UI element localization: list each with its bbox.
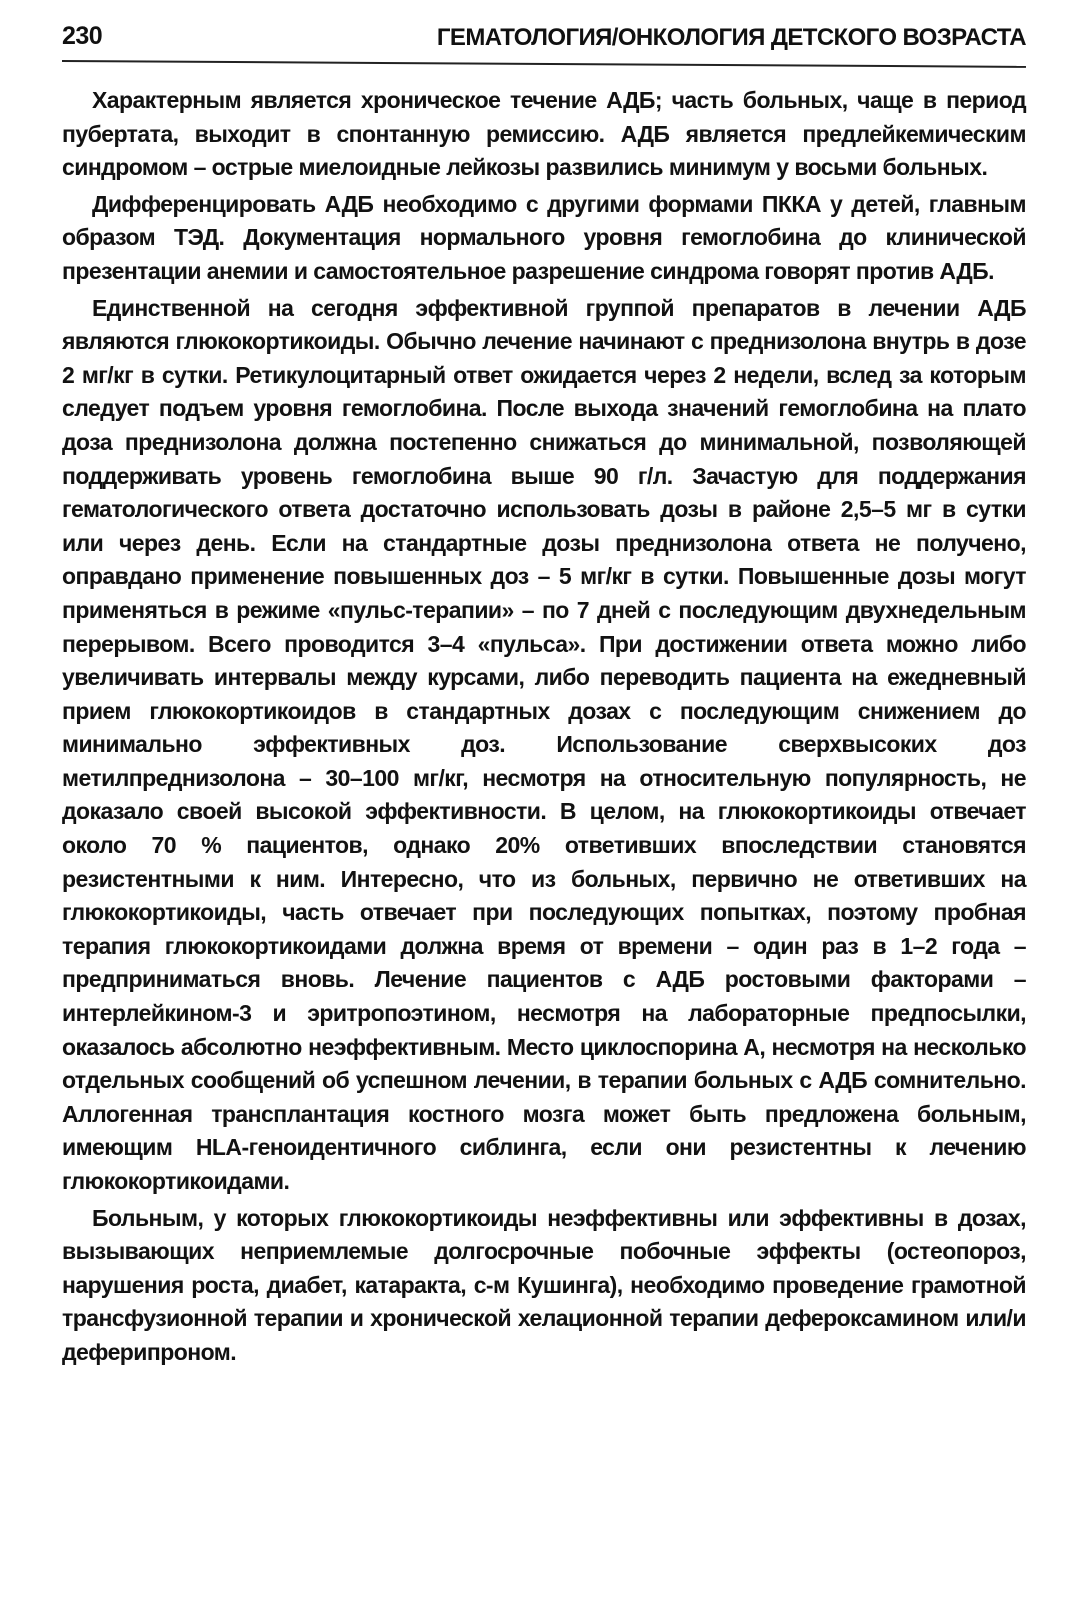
paragraph-differential: Дифференцировать АДБ необходимо с другими формами ПККА у детей, главным образом ТЭД. Документация нормального уровня гемоглобина до клинической презентации анемии и самостоятельное разрешение синдрома говорят против АДБ. — [62, 190, 1026, 284]
header-rule — [62, 60, 1026, 68]
running-header — [62, 18, 1026, 58]
paragraph-course: Характерным является хроническое течение АДБ; часть больных, чаще в период пубертата, выходит в спонтанную ремиссию. АДБ является предлейкемическим синдромом – острые миелоидные лейкозы развились минимум у восьми больных. — [62, 87, 1026, 181]
paragraph-treatment: Единственной на сегодня эффективной группой препаратов в лечении АДБ являются глюкокортикоиды. Обычно лечение начинают с преднизолона внутрь в дозе 2 мг/кг в сутки. Ретикулоцитарный ответ ожидается через 2 недели, вслед за которым следует подъем уровня гемоглобина. После выхода значений гемоглобина на плато доза преднизолона должна постепенно снижаться до минимальной, позволяющей поддерживать уровень гемоглобина выше 90 г/л. Зачастую для поддержания гематологического ответа достаточно использовать дозы в районе 2,5–5 мг в сутки или через день. Если на стандартные дозы преднизолона ответа не получено, оправдано применение повышенных доз – 5 мг/кг в сутки. Повышенные дозы могут применяться в режиме «пульс-терапии» – по 7 дней с последующим двухнедельным перерывом. Всего проводится 3–4 «пульса». При достижении ответа можно либо увеличивать интервалы между курсами, либо переводить пациента на ежедневный прием глюкокортикоидов в стандартных дозах с последующим снижением до минимально эффективных доз. Использование сверхвысоких доз метилпреднизолона – 30–100 мг/кг, несмотря на относительную популярность, не доказало своей высокой эффективности. В целом, на глюкокортикоиды отвечает около 70 % пациентов, однако 20% ответивших впоследствии становятся резистентными к ним. Интересно, что из больных, первично не ответивших на глюкокортикоиды, часть отвечает при последующих попытках, поэтому пробная терапия глюкокортикоидами должна время от времени – один раз в 1–2 года – предприниматься вновь. Лечение пациентов с АДБ ростовыми факторами – интерлейкином-3 и эритропоэтином, несмотря на лабораторные предпосылки, оказалось абсолютно неэффективным. Место циклоспорина А, несмотря на несколько отдельных сообщений об успешном лечении, в терапии больных с АДБ сомнительно. Аллогенная трансплантация костного мозга может быть предложена больным, имеющим HLA-геноидентичного сиблинга, если они резистентны к лечению глюкокортикоидами. — [62, 294, 1026, 1194]
body-text — [62, 84, 1026, 1373]
book-title: ГЕМАТОЛОГИЯ/ОНКОЛОГИЯ ДЕТСКОГО ВОЗРАСТА — [436, 24, 1026, 51]
page-number: 230 — [62, 22, 103, 50]
paragraph-transfusion: Больным, у которых глюкокортикоиды неэффективны или эффективны в дозах, вызывающих неприемлемые долгосрочные побочные эффекты (остеопороз, нарушения роста, диабет, катаракта, с-м Кушинга), необходимо проведение грамотной трансфузионной терапии и хронической хелационной терапии дефероксамином или/и деферипроном. — [62, 1204, 1026, 1365]
